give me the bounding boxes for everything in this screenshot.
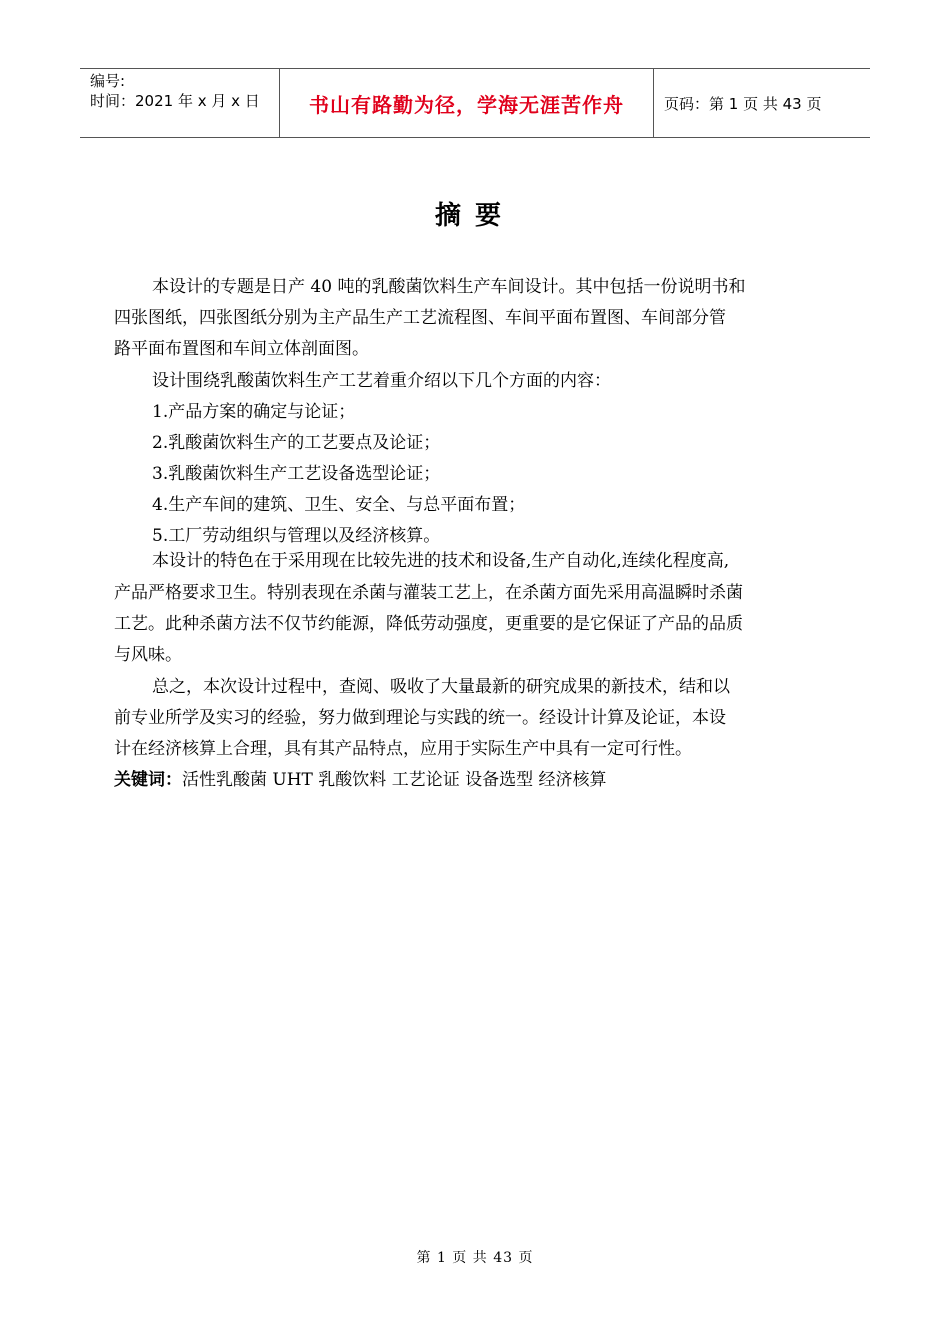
body-line: 路平面布置图和车间立体剖面图。 [114, 339, 369, 359]
body-line: 前专业所学及实习的经验，努力做到理论与实践的统一。经设计计算及论证，本设 [114, 708, 726, 728]
body-line: 设计围绕乳酸菌饮料生产工艺着重介绍以下几个方面的内容： [152, 371, 611, 391]
header-page-info: 页码：第 1 页 共 43 页 [664, 94, 822, 113]
body-line: 与风味。 [114, 645, 182, 665]
body-line: 工艺。此种杀菌方法不仅节约能源，降低劳动强度，更重要的是它保证了产品的品质 [114, 614, 743, 634]
document-date: 时间：2021 年 x 月 x 日 [90, 92, 260, 110]
abstract-title: 摘要 [434, 201, 515, 231]
list-item: 3.乳酸菌饮料生产工艺设备选型论证； [152, 464, 441, 484]
list-item: 1.产品方案的确定与论证； [152, 402, 356, 422]
keywords-label: 关键词： [114, 770, 182, 790]
body-line: 产品严格要求卫生。特别表现在杀菌与灌装工艺上，在杀菌方面先采用高温瞬时杀菌 [114, 583, 743, 603]
list-item: 5.工厂劳动组织与管理以及经济核算。 [152, 526, 441, 546]
body-line: 四张图纸，四张图纸分别为主产品生产工艺流程图、车间平面布置图、车间部分管 [114, 308, 726, 328]
header-meta [80, 69, 280, 137]
document-number-label: 编号: [90, 72, 126, 90]
list-item: 2.乳酸菌饮料生产的工艺要点及论证； [152, 433, 441, 453]
body-line: 计在经济核算上合理，具有其产品特点，应用于实际生产中具有一定可行性。 [114, 739, 692, 759]
page-footer: 第 1 页 共 43 页 [416, 1250, 534, 1266]
keywords-line [114, 765, 607, 790]
list-item: 4.生产车间的建筑、卫生、安全、与总平面布置； [152, 495, 526, 515]
body-line: 总之，本次设计过程中，查阅、吸收了大量最新的研究成果的新技术，结和以 [152, 677, 730, 697]
body-line: 本设计的专题是日产 40 吨的乳酸菌饮料生产车间设计。其中包括一份说明书和 [152, 277, 746, 297]
body-line: 本设计的特色在于采用现在比较先进的技术和设备,生产自动化,连续化程度高, [152, 551, 730, 571]
header-motto: 书山有路勤为径，学海无涯苦作舟 [280, 69, 654, 137]
keywords-text: 活性乳酸菌 UHT 乳酸饮料 工艺论证 设备选型 经济核算 [182, 770, 607, 790]
page-header [80, 68, 870, 138]
